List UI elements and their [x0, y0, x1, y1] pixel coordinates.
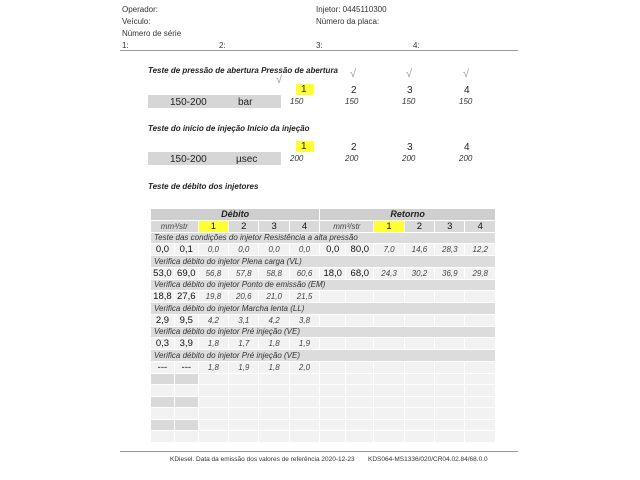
- empty-cell: [320, 361, 346, 373]
- footer-left: KDiesel. Data da emissão dos valores de referência 2020-12-23: [170, 456, 355, 463]
- debit-value: 3,8: [289, 314, 319, 326]
- return-max: 80,0: [346, 244, 374, 256]
- debit-value: 1,8: [198, 361, 228, 373]
- empty-cell: [435, 314, 465, 326]
- injection-value-3: 200: [402, 154, 416, 163]
- debit-unit: mm³/str: [151, 220, 199, 232]
- section-label-row: [151, 350, 496, 362]
- empty-cell: [435, 338, 465, 350]
- debit-value: 0,0: [259, 244, 289, 256]
- debit-value: 1,9: [229, 361, 259, 373]
- header-divider: [120, 50, 518, 51]
- opening-range: 150-200: [170, 97, 207, 108]
- check-icon: √: [406, 68, 413, 80]
- debit-max: 9,5: [174, 314, 198, 326]
- debit-value: 19,8: [198, 291, 228, 303]
- empty-row: [151, 419, 496, 431]
- flow-test-title: Teste de débito dos injetores: [148, 182, 259, 191]
- serial-label: Número de série: [122, 29, 182, 38]
- return-min: 0,0: [320, 244, 346, 256]
- debit-value: 57,8: [229, 267, 259, 279]
- empty-cell: [346, 338, 374, 350]
- debit-value: 0,0: [289, 244, 319, 256]
- return-value: 29,8: [465, 267, 496, 279]
- debit-col-1: 1: [198, 220, 228, 232]
- serial-field-3: 3:: [316, 41, 323, 50]
- debit-label: Débito: [151, 209, 320, 221]
- debit-value: 4,2: [259, 314, 289, 326]
- return-col-3: 3: [435, 220, 465, 232]
- section-values-row: [151, 314, 496, 326]
- opening-value-1: 150: [290, 97, 304, 106]
- return-value: 24,3: [374, 267, 404, 279]
- check-icon: √: [350, 68, 357, 80]
- return-max: 68,0: [346, 267, 374, 279]
- debit-min: 18,8: [151, 291, 175, 303]
- opening-col-3: 3: [407, 85, 413, 96]
- return-value: 36,9: [435, 267, 465, 279]
- empty-row: [151, 385, 496, 397]
- check-icon: √: [463, 68, 470, 80]
- flow-column-header-row: [151, 220, 496, 232]
- debit-min: 0,3: [151, 338, 175, 350]
- injection-unit: µsec: [236, 154, 258, 165]
- injection-col-4: 4: [464, 142, 470, 153]
- debit-value: 1,8: [198, 338, 228, 350]
- section-label-row: [151, 303, 496, 315]
- plate-label: Número da placa:: [316, 17, 380, 26]
- debit-value: 58,8: [259, 267, 289, 279]
- debit-min: 53,0: [151, 267, 175, 279]
- debit-value: 1,8: [259, 361, 289, 373]
- footer-divider: [120, 451, 518, 452]
- debit-max: 0,1: [174, 244, 198, 256]
- section-values-row: [151, 267, 496, 279]
- section-label: Verifica débito do injetor Pré injeção (VE): [151, 326, 496, 338]
- empty-cell: [346, 361, 374, 373]
- injection-col-1: 1: [301, 141, 307, 152]
- empty-row: [151, 373, 496, 385]
- debit-value: 3,1: [229, 314, 259, 326]
- empty-cell: [404, 314, 434, 326]
- empty-row: [151, 396, 496, 408]
- opening-unit: bar: [238, 97, 253, 108]
- section-values-row: [151, 291, 496, 303]
- opening-col-4: 4: [464, 85, 470, 96]
- debit-max: ---: [174, 361, 198, 373]
- debit-value: 0,0: [229, 244, 259, 256]
- debit-value: 56,8: [198, 267, 228, 279]
- empty-cell: [346, 314, 374, 326]
- injection-start-title: Teste do início de injeção Início da injeção: [148, 124, 310, 133]
- return-value: 14,6: [404, 244, 434, 256]
- injection-value-4: 200: [459, 154, 473, 163]
- return-min: 18,0: [320, 267, 346, 279]
- debit-col-4: 4: [289, 220, 319, 232]
- opening-col-1: 1: [301, 84, 307, 95]
- opening-value-4: 150: [459, 97, 473, 106]
- return-col-4: 4: [465, 220, 496, 232]
- return-col-2: 2: [404, 220, 434, 232]
- section-values-row: [151, 361, 496, 373]
- return-label: Retorno: [320, 209, 496, 221]
- debit-value: 1,7: [229, 338, 259, 350]
- empty-cell: [404, 361, 434, 373]
- return-value: 28,3: [435, 244, 465, 256]
- debit-value: 4,2: [198, 314, 228, 326]
- debit-value: 1,9: [289, 338, 319, 350]
- footer-right: KDS064-MS1336/020/CR04.02.84/68.0.0: [368, 456, 488, 463]
- section-label: Verifica débito do injetor Ponto de emissão (EM): [151, 279, 496, 291]
- section-values-row: [151, 244, 496, 256]
- debit-col-3: 3: [259, 220, 289, 232]
- injection-range: 150-200: [170, 154, 207, 165]
- empty-cell: [374, 291, 404, 303]
- opening-pressure-title: Teste de pressão de abertura Pressão de abertura: [148, 66, 339, 75]
- section-label: Teste das condições do injetor Resistência a alta pressão: [151, 232, 496, 244]
- opening-value-3: 150: [402, 97, 416, 106]
- debit-min: ---: [151, 361, 175, 373]
- section-label-row: [151, 232, 496, 244]
- serial-field-4: 4:: [413, 41, 420, 50]
- return-value: 7,0: [374, 244, 404, 256]
- section-label: Verifica débito do injetor Plena carga (VL): [151, 256, 496, 268]
- opening-range-box: [148, 95, 281, 108]
- debit-value: 21,0: [259, 291, 289, 303]
- debit-value: 20,6: [229, 291, 259, 303]
- empty-cell: [320, 314, 346, 326]
- debit-min: 2,9: [151, 314, 175, 326]
- debit-value: 21,5: [289, 291, 319, 303]
- injector-label: Injetor: 0445110300: [316, 5, 387, 14]
- debit-value: 2,0: [289, 361, 319, 373]
- section-label-row: [151, 256, 496, 268]
- opening-col-2: 2: [351, 85, 357, 96]
- debit-min: 0,0: [151, 244, 175, 256]
- return-value: 12,2: [465, 244, 496, 256]
- debit-value: 60,6: [289, 267, 319, 279]
- empty-cell: [465, 314, 496, 326]
- empty-cell: [435, 291, 465, 303]
- return-col-1: 1: [374, 220, 404, 232]
- flow-test-table: [150, 208, 496, 443]
- injection-value-1: 200: [290, 154, 304, 163]
- section-label-row: [151, 279, 496, 291]
- injection-value-2: 200: [345, 154, 359, 163]
- section-values-row: [151, 338, 496, 350]
- empty-cell: [346, 291, 374, 303]
- empty-cell: [404, 338, 434, 350]
- serial-field-2: 2:: [219, 41, 226, 50]
- empty-cell: [435, 361, 465, 373]
- vehicle-label: Veículo:: [122, 17, 151, 26]
- empty-cell: [374, 361, 404, 373]
- return-unit: mm³/str: [320, 220, 374, 232]
- empty-cell: [374, 314, 404, 326]
- empty-row: [151, 431, 496, 443]
- opening-value-2: 150: [345, 97, 359, 106]
- empty-row: [151, 408, 496, 420]
- section-label-row: [151, 326, 496, 338]
- debit-max: 69,0: [174, 267, 198, 279]
- injection-col-3: 3: [407, 142, 413, 153]
- empty-cell: [404, 291, 434, 303]
- section-label: Verifica débito do injetor Marcha lenta (LL): [151, 303, 496, 315]
- check-icon: √: [276, 74, 283, 86]
- empty-cell: [320, 338, 346, 350]
- operator-label: Operador:: [122, 5, 159, 14]
- debit-col-2: 2: [229, 220, 259, 232]
- empty-cell: [465, 291, 496, 303]
- debit-max: 3,9: [174, 338, 198, 350]
- empty-cell: [465, 361, 496, 373]
- debit-value: 1,8: [259, 338, 289, 350]
- serial-field-1: 1:: [122, 41, 129, 50]
- empty-cell: [374, 338, 404, 350]
- return-value: 30,2: [404, 267, 434, 279]
- empty-cell: [320, 291, 346, 303]
- section-label: Verifica débito do injetor Pré injeção (VE): [151, 350, 496, 362]
- injection-col-2: 2: [351, 142, 357, 153]
- debit-max: 27,6: [174, 291, 198, 303]
- empty-cell: [465, 338, 496, 350]
- flow-title-row: [151, 209, 496, 221]
- debit-value: 0,0: [198, 244, 228, 256]
- injection-range-box: [148, 152, 281, 165]
